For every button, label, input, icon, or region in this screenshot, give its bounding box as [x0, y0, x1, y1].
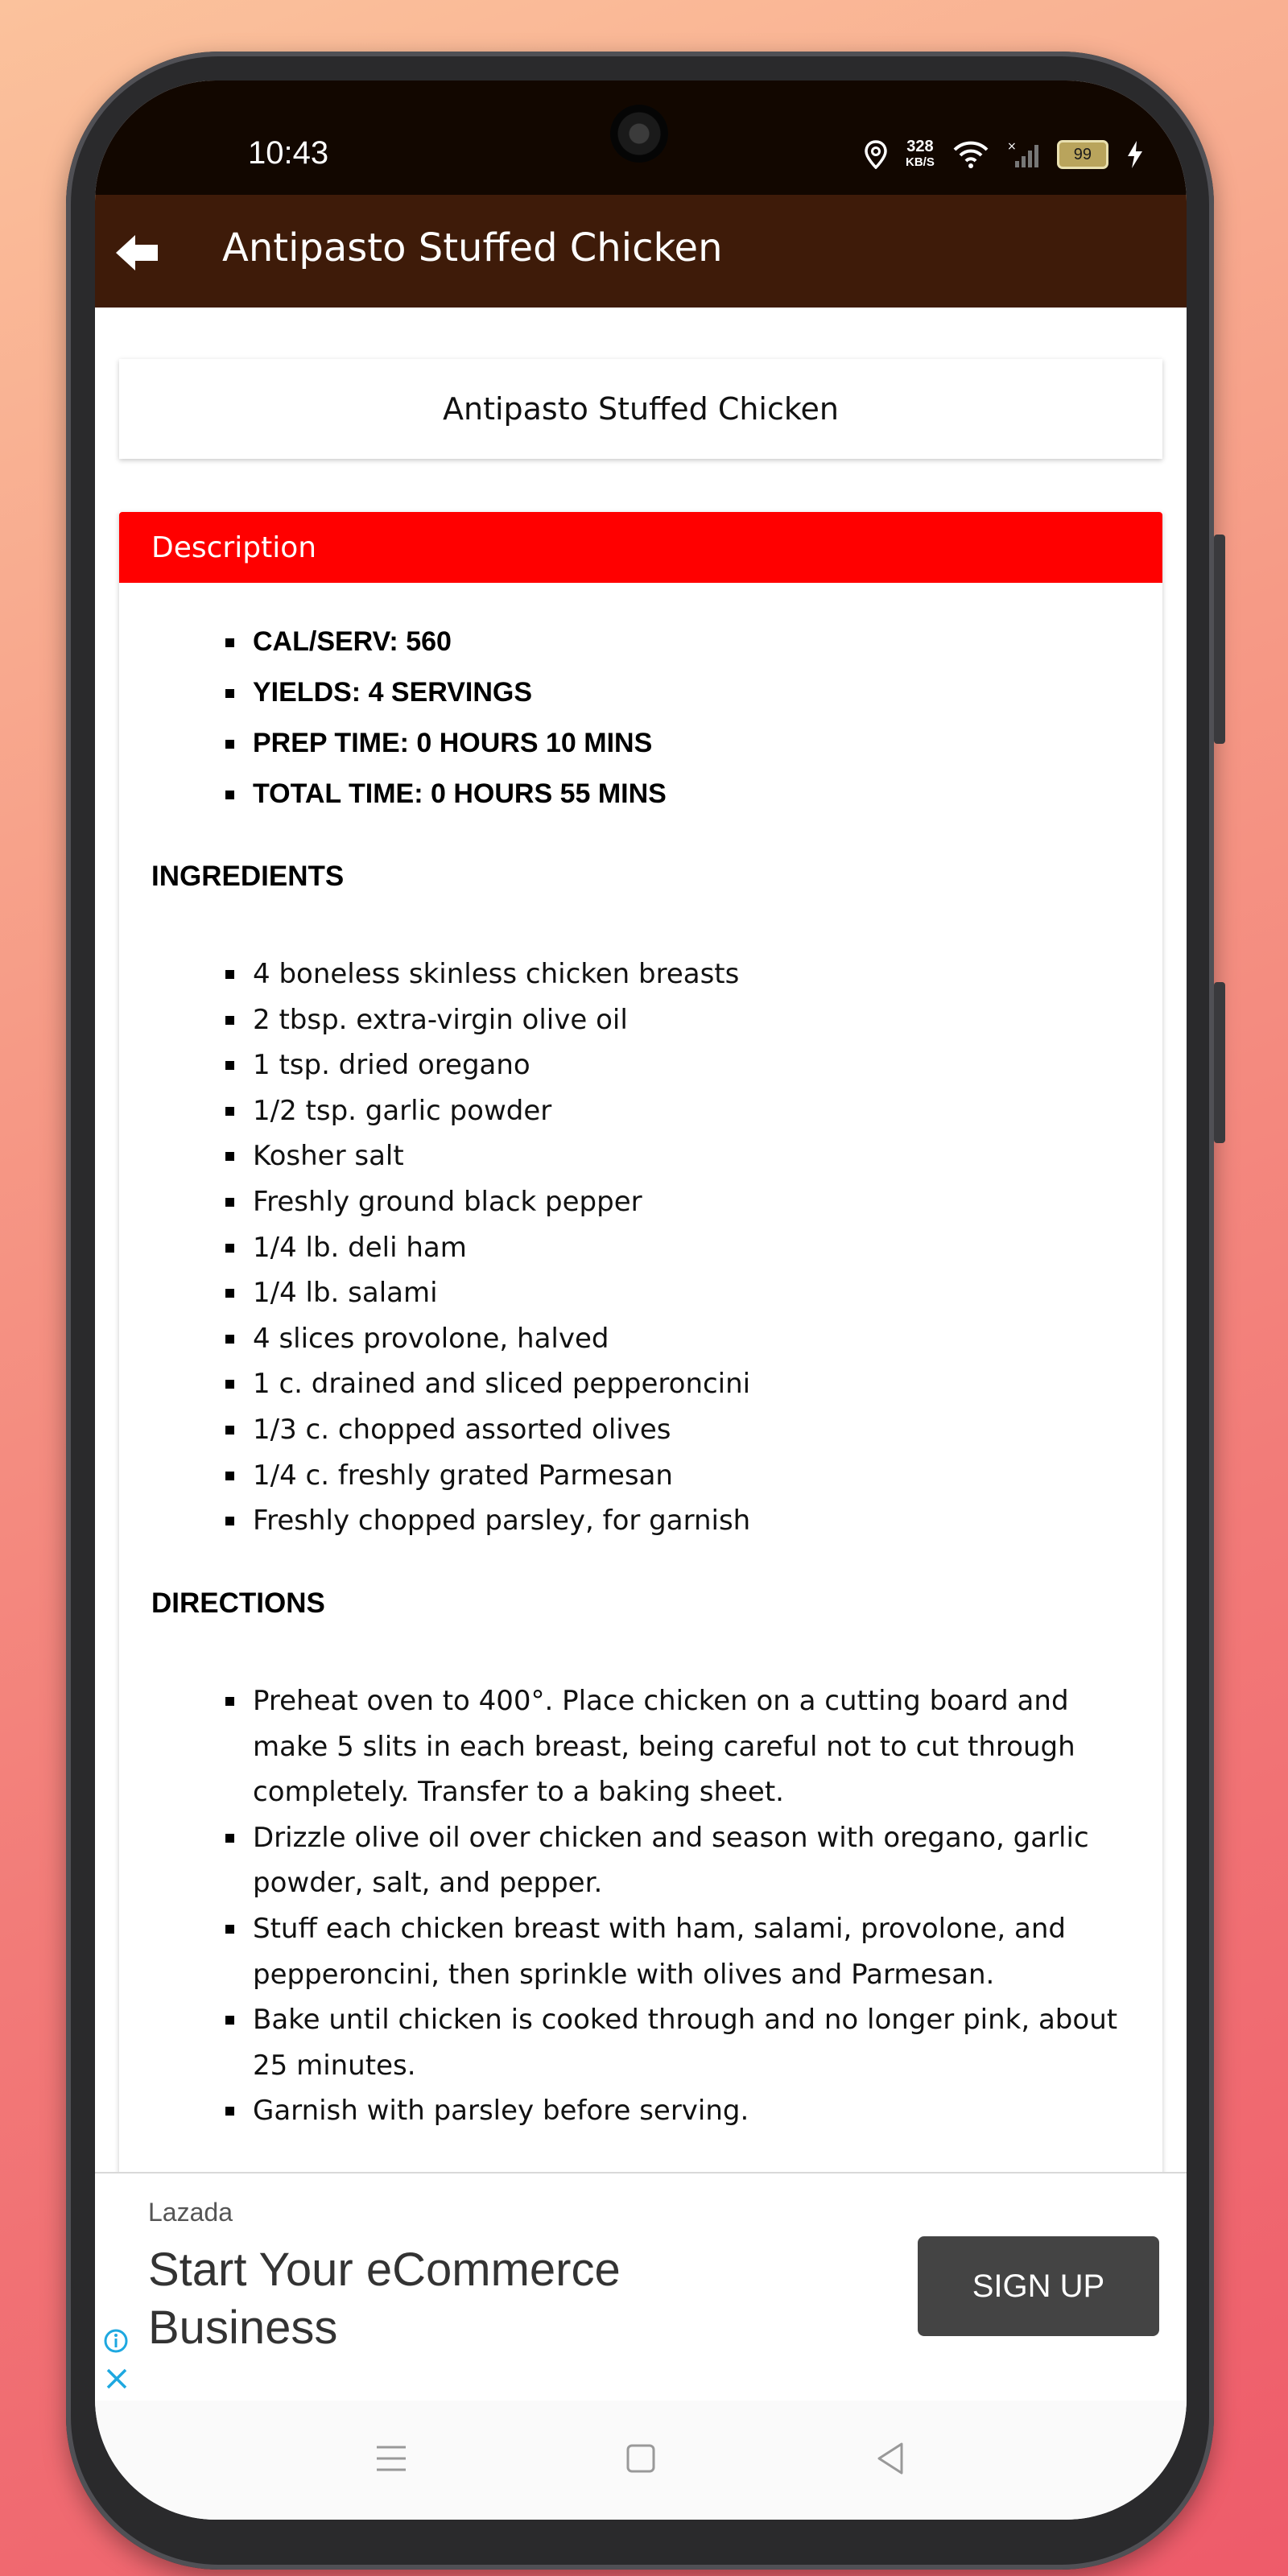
list-item	[253, 1042, 1138, 1088]
list-item	[253, 952, 1138, 997]
back-arrow-icon[interactable]	[113, 229, 161, 277]
ingredient-text: 4 boneless skinless chicken breasts	[253, 958, 740, 990]
list-item	[253, 997, 1138, 1043]
list-item	[253, 1133, 1138, 1179]
network-speed-value: 328	[906, 138, 934, 155]
list-item	[253, 718, 1138, 769]
wifi-icon	[952, 140, 989, 169]
recipe-title-card	[119, 359, 1162, 459]
app-bar-title: Antipasto Stuffed Chicken	[222, 225, 723, 270]
bullet	[225, 1061, 234, 1070]
ingredient-text: Freshly ground black pepper	[253, 1185, 642, 1218]
list-item	[253, 1997, 1122, 2088]
volume-button	[1214, 535, 1225, 744]
list-item	[253, 1361, 1138, 1407]
description-title: Description	[151, 530, 317, 564]
bullet	[225, 1152, 234, 1161]
bullet	[225, 970, 234, 979]
list-item	[253, 1225, 1138, 1271]
list-item	[253, 1179, 1138, 1225]
direction-text: Bake until chicken is cooked through and no longer pink, about 25 minutes.	[253, 2004, 1118, 2082]
stat-prep-time: PREP TIME: 0 HOURS 10 MINS	[253, 728, 653, 758]
list-item	[253, 1815, 1122, 1906]
list-item	[253, 2088, 1122, 2134]
bullet	[225, 2107, 234, 2116]
description-header	[119, 512, 1162, 583]
location-icon	[864, 140, 888, 169]
list-item	[253, 1088, 1138, 1134]
status-icons	[864, 130, 1144, 179]
svg-text:×: ×	[1006, 140, 1017, 153]
direction-text: Garnish with parsley before serving.	[253, 2095, 749, 2128]
bullet	[225, 1834, 234, 1843]
network-speed-unit: KB/S	[906, 155, 935, 169]
list-item	[253, 617, 1138, 667]
recipe-stats-list	[253, 617, 1138, 819]
direction-text: Drizzle olive oil over chicken and season with oregano, garlic powder, salt, and pepper.	[253, 1821, 1089, 1900]
list-item	[253, 1316, 1138, 1362]
app-bar	[95, 195, 1187, 308]
stat-calories: CAL/SERV: 560	[253, 626, 452, 657]
bullet	[225, 740, 234, 749]
ad-banner[interactable]	[95, 2172, 1187, 2402]
charging-icon	[1126, 140, 1144, 169]
ad-headline[interactable]: Start Your eCommerce Business	[148, 2244, 621, 2354]
list-item	[253, 769, 1138, 819]
description-card	[119, 512, 1162, 2254]
list-item	[253, 1906, 1122, 1997]
ingredient-text: 1/2 tsp. garlic powder	[253, 1094, 552, 1127]
recipe-title: Antipasto Stuffed Chicken	[442, 391, 839, 427]
ad-info-icon[interactable]	[103, 2328, 129, 2354]
ingredient-text: 4 slices provolone, halved	[253, 1322, 609, 1355]
status-bar	[95, 80, 1187, 195]
bullet	[225, 1016, 234, 1025]
network-speed	[906, 138, 935, 171]
list-item	[253, 1407, 1138, 1453]
front-camera	[610, 105, 668, 163]
status-time: 10:43	[248, 135, 329, 171]
back-icon[interactable]	[871, 2439, 910, 2478]
stat-total-time: TOTAL TIME: 0 HOURS 55 MINS	[253, 778, 667, 809]
ingredient-text: 1 c. drained and sliced pepperoncini	[253, 1368, 751, 1401]
list-item	[253, 1678, 1122, 1815]
signal-icon	[1007, 140, 1039, 169]
bullet	[225, 1426, 234, 1435]
direction-text: Stuff each chicken breast with ham, salami, provolone, and pepperoncini, then sprinkle with olives and Parmesan.	[253, 1912, 1066, 1991]
bullet	[225, 1198, 234, 1207]
bullet	[225, 1335, 234, 1344]
bullet	[225, 2016, 234, 2025]
power-button	[1214, 982, 1225, 1143]
ingredients-list	[253, 952, 1138, 1544]
bullet	[225, 1697, 234, 1706]
screen	[95, 80, 1187, 2520]
directions-list	[253, 1678, 1122, 2134]
list-item	[253, 1270, 1138, 1316]
stat-yields: YIELDS: 4 SERVINGS	[253, 677, 533, 708]
bullet	[225, 1244, 234, 1253]
ingredient-text: 1/4 lb. deli ham	[253, 1231, 467, 1264]
system-nav-bar	[95, 2401, 1187, 2520]
ingredient-text: 1/4 c. freshly grated Parmesan	[253, 1459, 673, 1492]
battery-indicator: 99	[1057, 140, 1108, 169]
ad-close-icon[interactable]	[105, 2367, 129, 2391]
recipe-content[interactable]	[95, 308, 1187, 2254]
bullet	[225, 1380, 234, 1389]
bullet	[225, 1472, 234, 1480]
ingredient-text: Kosher salt	[253, 1140, 404, 1173]
bullet	[225, 689, 234, 698]
list-item	[253, 1453, 1138, 1499]
bullet	[225, 638, 234, 647]
menu-icon[interactable]	[372, 2439, 411, 2478]
ingredient-text: 2 tbsp. extra-virgin olive oil	[253, 1003, 628, 1036]
ingredient-text: 1/4 lb. salami	[253, 1277, 438, 1310]
sign-up-button[interactable]: SIGN UP	[918, 2236, 1159, 2336]
bullet	[225, 791, 234, 799]
list-item	[253, 667, 1138, 718]
bullet	[225, 1107, 234, 1116]
ingredients-heading: INGREDIENTS	[151, 861, 345, 892]
bullet	[225, 1517, 234, 1525]
bullet	[225, 1925, 234, 1934]
ingredient-text: Freshly chopped parsley, for garnish	[253, 1505, 751, 1538]
ingredient-text: 1 tsp. dried oregano	[253, 1049, 530, 1082]
home-icon[interactable]	[621, 2439, 660, 2478]
directions-heading: DIRECTIONS	[151, 1587, 325, 1619]
ad-sponsor: Lazada	[148, 2198, 233, 2227]
direction-text: Preheat oven to 400°. Place chicken on a cutting board and make 5 slits in each breast, being careful not to cut through completely. Transfer to a baking sheet.	[253, 1685, 1075, 1809]
list-item	[253, 1498, 1138, 1544]
ingredient-text: 1/3 c. chopped assorted olives	[253, 1413, 671, 1446]
bullet	[225, 1289, 234, 1298]
